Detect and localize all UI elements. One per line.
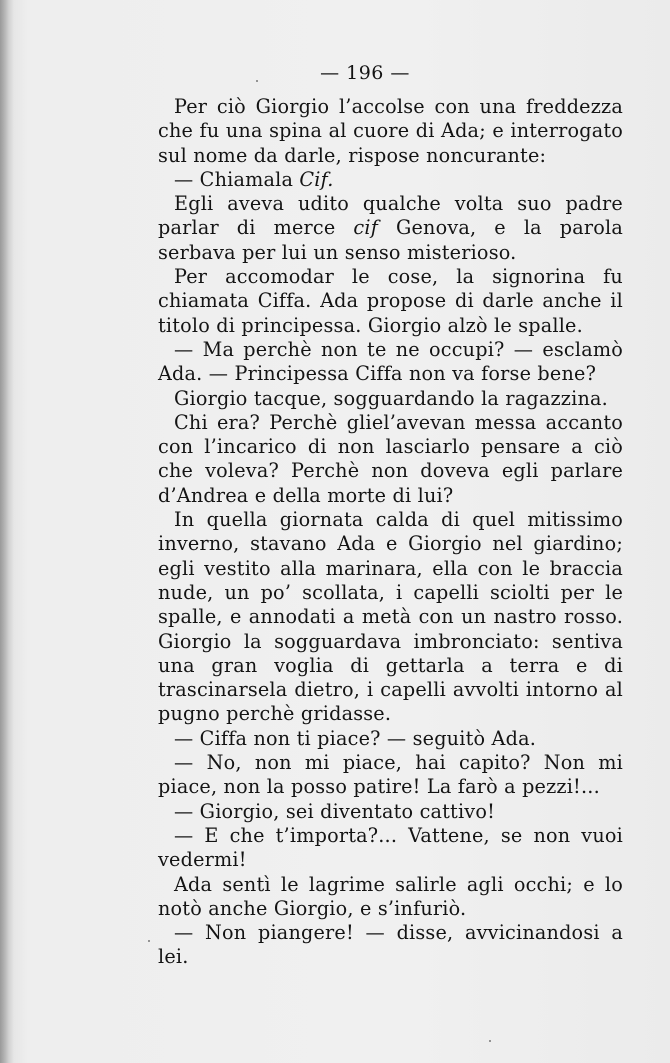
- paper-speck: [256, 80, 258, 82]
- paragraph: Giorgio tacque, sogguardando la ragazzina.: [174, 386, 608, 410]
- paragraph: Chi era? Perchè gliel’avevan messa accanto con l’incarico di non lasciarlo pensare a ciò che voleva? Perchè non doveva egli parlare d’Andrea e della morte di lui?: [158, 410, 623, 507]
- paragraph-text: — Chiamala: [174, 167, 300, 191]
- paper-speck: [489, 1040, 491, 1042]
- paragraph: — Ciffa non ti piace? — seguitò Ada.: [174, 726, 537, 750]
- paragraph: — Non piangere! — disse, avvicinandosi a lei.: [158, 921, 623, 969]
- paragraph: — Giorgio, sei diventato cattivo!: [174, 799, 496, 823]
- paragraph: — Ma perchè non te ne occupi? — esclamò Ada. — Principessa Ciffa non va forse bene?: [158, 337, 623, 386]
- paragraph-text: Egli aveva udito qualche volta suo padre parlar di merce: [158, 192, 623, 240]
- paragraph: In quella giornata calda di quel mitissimo inverno, stavano Ada e Giorgio nel giardino; egli vestito alla marinara, ella con le braccia nude, un po’ scollata, i capelli sciolti per le spalle, e annodati a metà con un nastro rosso. Giorgio la sogguardava imbronciato: sentiva una gran voglia di gettarla a terra e di trascinarsela dietro, i capelli avvolti intorno al pugno perchè gridasse.: [158, 508, 623, 726]
- paragraph: [158, 192, 623, 265]
- paragraph: — No, non mi piace, hai capito? Non mi piace, non la posso patire! La farò a pezzi!...: [158, 751, 623, 799]
- paragraph: Per ciò Giorgio l’accolse con una freddezza che fu una spina al cuore di Ada; e interrogato sul nome da darle, rispose noncurante:: [158, 95, 623, 167]
- paragraph: Ada sentì le lagrime salirle agli occhi; e lo notò anche Giorgio, e s’infuriò.: [158, 872, 623, 920]
- paragraph: [158, 168, 623, 192]
- italic-word: cif: [353, 216, 378, 240]
- body-text: [158, 95, 623, 970]
- paragraph-text: Genova, e la parola serbava per lui un senso misterioso.: [158, 216, 623, 264]
- italic-word: Cif.: [299, 167, 334, 191]
- paragraph: Per accomodar le cose, la signorina fu chiamata Ciffa. Ada propose di darle anche il titolo di principessa. Giorgio alzò le spalle.: [158, 265, 623, 337]
- paragraph: — E che t’importa?... Vattene, se non vuoi vedermi!: [158, 823, 623, 872]
- paper-speck: [148, 940, 150, 942]
- binding-shadow: [0, 0, 14, 1063]
- page-number: — 196 —: [320, 62, 410, 84]
